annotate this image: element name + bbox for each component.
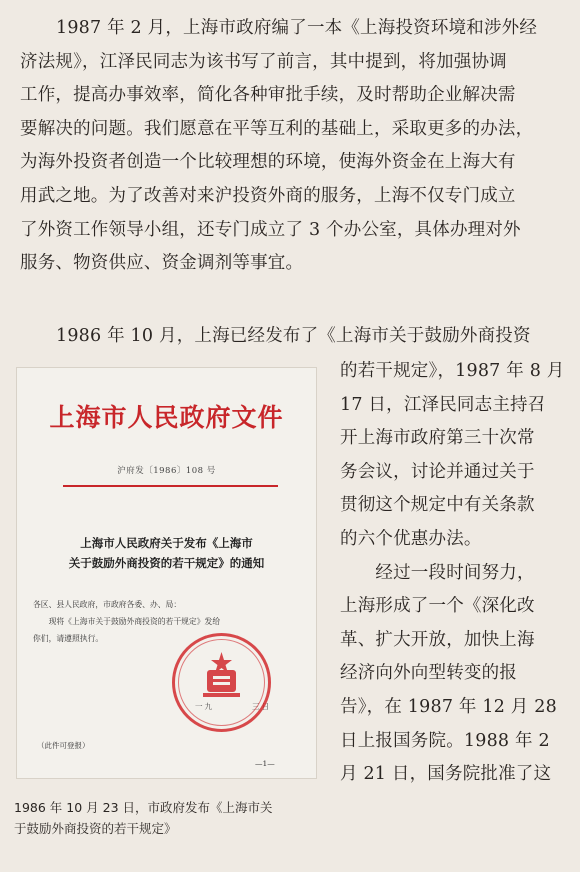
- paragraph-environment: [20, 12, 572, 281]
- government-document-photo: [17, 368, 316, 778]
- text-line: 贯彻这个规定中有关条款: [340, 495, 535, 516]
- text-line: 了外资工作领导小组，还专门成立了 3 个办公室，具体办理对外: [20, 219, 521, 240]
- text-line: 月 21 日，国务院批准了这: [340, 764, 552, 785]
- text-line: 开上海市政府第三十次常: [340, 428, 535, 449]
- text-line: 1986 年 10 月，上海已经发布了《上海市关于鼓励外商投资: [56, 326, 531, 346]
- text-line: 为海外投资者创造一个比较理想的环境，使海外资金在上海大有: [20, 152, 516, 173]
- document-body-line: 现将《上海市关于鼓励外商投资的若干规定》发给: [33, 617, 221, 626]
- document-title-line: 关于鼓励外商投资的若干规定》的通知: [68, 556, 265, 570]
- text-line: 日上报国务院。1988 年 2: [340, 730, 550, 751]
- caption-line: 于鼓励外商投资的若干规定》: [14, 821, 177, 836]
- right-column-text: [340, 355, 576, 792]
- text-line: 务会议，讨论并通过关于: [340, 461, 535, 482]
- text-line: 经过一段时间努力，: [340, 562, 535, 583]
- document-date: 一九 三日: [195, 702, 271, 711]
- document-header: 上海市人民政府文件: [49, 403, 284, 432]
- document-title-line: 上海市人民政府关于发布《上海市: [80, 536, 253, 550]
- document-page-number: —1—: [255, 759, 275, 768]
- document-body-line: 你们，请遵照执行。: [33, 634, 104, 643]
- text-line: 工作，提高办事效率，简化各种审批手续，及时帮助企业解决需: [20, 85, 516, 106]
- document-number: 沪府发〔1986〕108 号: [117, 466, 216, 476]
- text-line: 上海形成了一个《深化改: [340, 596, 535, 617]
- text-line: 服务、物资供应、资金调剂等事宜。: [20, 253, 304, 274]
- document-footnote: （此件可登报）: [37, 741, 90, 750]
- text-line: 用武之地。为了改善对来沪投资外商的服务，上海不仅专门成立: [20, 185, 516, 206]
- paragraph-regulations: [20, 320, 572, 354]
- caption-line: 1986 年 10 月 23 日，市政府发布《上海市关: [14, 800, 273, 815]
- official-seal-icon: [169, 630, 274, 735]
- text-line: 济法规》，江泽民同志为该书写了前言，其中提到，将加强协调: [20, 51, 507, 72]
- text-line: 的六个优惠办法。: [340, 528, 482, 549]
- document-title: [17, 533, 316, 573]
- text-line: 的若干规定》，1987 年 8 月: [340, 361, 565, 381]
- text-line: 1987 年 2 月，上海市政府编了一本《上海投资环境和涉外经: [56, 18, 538, 38]
- red-divider-line: [63, 485, 278, 487]
- text-line: 要解决的问题。我们愿意在平等互利的基础上，采取更多的办法，: [20, 118, 534, 139]
- document-body-line: 各区、县人民政府，市政府各委、办、局：: [33, 600, 182, 609]
- text-line: 经济向外向型转变的报: [340, 663, 517, 684]
- figure-caption: [14, 797, 334, 839]
- text-line: 17 日，江泽民同志主持召: [340, 394, 546, 415]
- text-line: 革、扩大开放，加快上海: [340, 629, 535, 650]
- text-line: 告》，在 1987 年 12 月 28: [340, 696, 557, 717]
